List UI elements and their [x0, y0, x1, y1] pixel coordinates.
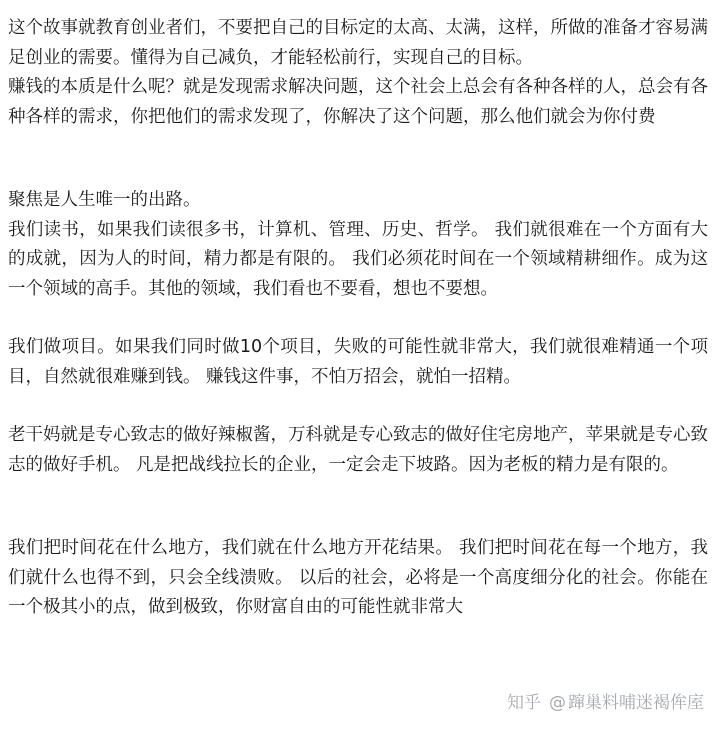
paragraph-gap	[8, 480, 708, 534]
paragraph-gap	[8, 304, 708, 333]
paragraph-focus-heading: 聚焦是人生唯一的出路。	[8, 190, 201, 210]
paragraph-time-investment: 我们把时间花在什么地方，我们就在什么地方开花结果。 我们把时间花在每一个地方，我们就什么也得不到，只会全线溃败。 以后的社会，必将是一个高度细分化的社会。你能在一个极其小的点，做到极致，你财富自由的可能性就非常大	[8, 538, 708, 617]
paragraph-goal-setting: 这个故事就教育创业者们，不要把自己的目标定的太高、太满，这样，所做的准备才容易满足创业的需要。懂得为自己减负，才能轻松前行，实现自己的目标。	[8, 18, 708, 68]
paragraph-projects: 我们做项目。如果我们同时做10个项目，失败的可能性就非常大，我们就很难精通一个项目，自然就很难赚到钱。 赚钱这件事，不怕万招会，就怕一招精。	[8, 337, 708, 387]
paragraph-gap	[8, 392, 708, 421]
paragraph-reading: 我们读书，如果我们读很多书，计算机、管理、历史、哲学。 我们就很难在一个方面有大的成就，因为人的时间，精力都是有限的。 我们必须花时间在一个领域精耕细作。成为这一个领域的高手。其他的领域，我们看也不要看，想也不要想。	[8, 219, 708, 299]
watermark-site: 知乎	[507, 693, 541, 713]
paragraph-money-essence: 赚钱的本质是什么呢？就是发现需求解决问题，这个社会上总会有各种各样的人，总会有各种各样的需求，你把他们的需求发现了，你解决了这个问题，那么他们就会为你付费	[8, 77, 708, 127]
paragraph-companies: 老干妈就是专心致志的做好辣椒酱，万科就是专心致志的做好住宅房地产，苹果就是专心致志的做好手机。 凡是把战线拉长的企业，一定会走下坡路。因为老板的精力是有限的。	[8, 425, 708, 475]
article-body	[8, 14, 708, 623]
paragraph-gap	[8, 132, 708, 186]
zhihu-watermark	[507, 688, 704, 713]
watermark-user: 蹿巢料哺迷褐侔庢	[568, 693, 704, 713]
watermark-at: @	[549, 693, 566, 713]
